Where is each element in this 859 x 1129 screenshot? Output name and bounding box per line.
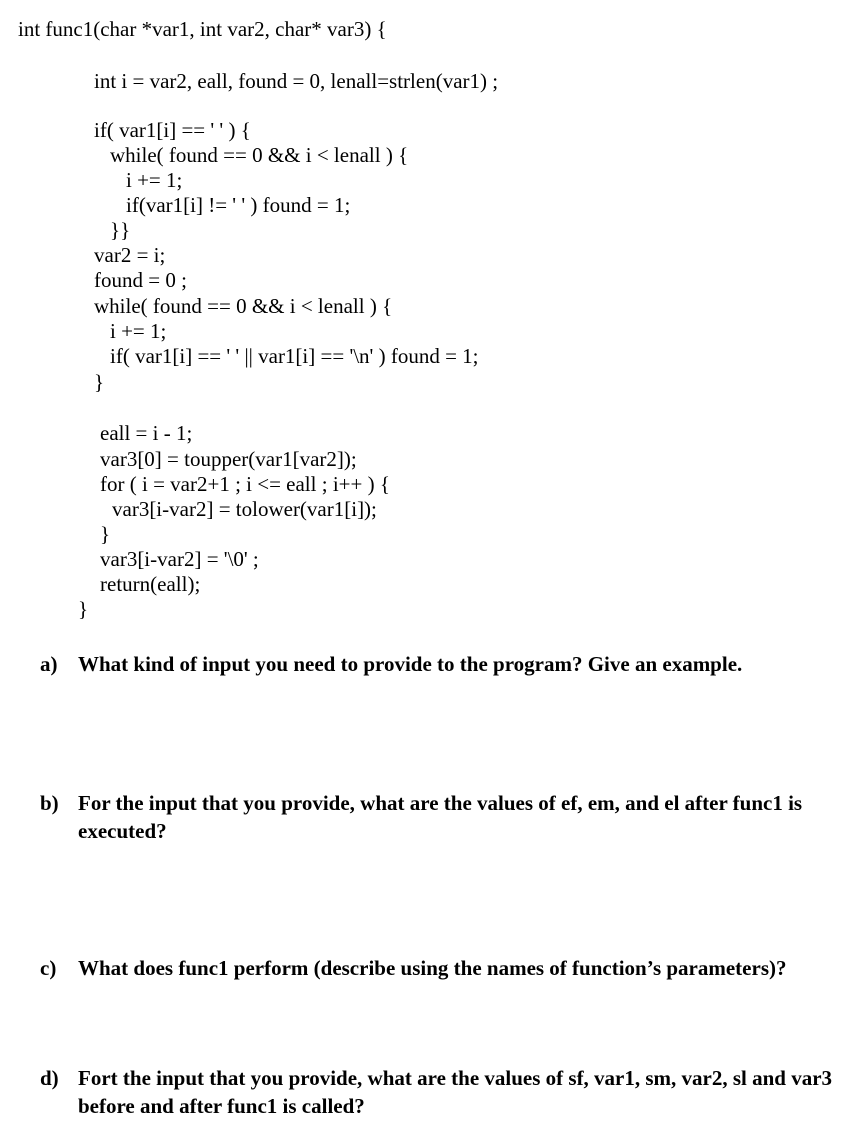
code-line: } [100,522,111,546]
question-text: What kind of input you need to provide to the program? Give an example. [78,652,743,676]
code-line: i += 1; [110,319,167,343]
question-text: What does func1 perform (describe using the names of function’s parameters)? [78,956,787,980]
code-line: while( found == 0 && i < lenall ) { [94,294,393,318]
question-text: Fort the input that you provide, what are the values of sf, var1, sm, var2, sl and var3 before and after func1 is called? [78,1066,833,1118]
code-line: eall = i - 1; [100,421,193,445]
code-line: while( found == 0 && i < lenall ) { [110,143,409,167]
question-label: c) [40,956,57,980]
code-line: int func1(char *var1, int var2, char* var3) { [18,17,387,41]
code-line: var3[i-var2] = tolower(var1[i]); [112,497,377,521]
code-line: if( var1[i] == ' ' || var1[i] == '\n' ) found = 1; [110,344,479,368]
question-text: For the input that you provide, what are the values of ef, em, and el after func1 is executed? [78,791,803,843]
question-label: a) [40,652,58,676]
code-line: found = 0 ; [94,268,187,292]
question-label: d) [40,1066,59,1090]
code-line: if( var1[i] == ' ' ) { [94,118,251,142]
code-line: int i = var2, eall, found = 0, lenall=strlen(var1) ; [94,69,499,93]
code-line: for ( i = var2+1 ; i <= eall ; i++ ) { [100,472,390,496]
code-line: var2 = i; [94,243,166,267]
code-line: }} [110,218,131,242]
code-line: if(var1[i] != ' ' ) found = 1; [126,193,351,217]
code-line: i += 1; [126,168,183,192]
question-label: b) [40,791,59,815]
code-line: var3[i-var2] = '\0' ; [100,547,259,571]
code-line: return(eall); [100,572,201,596]
code-line: } [94,370,105,394]
code-line: } [78,597,89,621]
code-line: var3[0] = toupper(var1[var2]); [100,447,357,471]
